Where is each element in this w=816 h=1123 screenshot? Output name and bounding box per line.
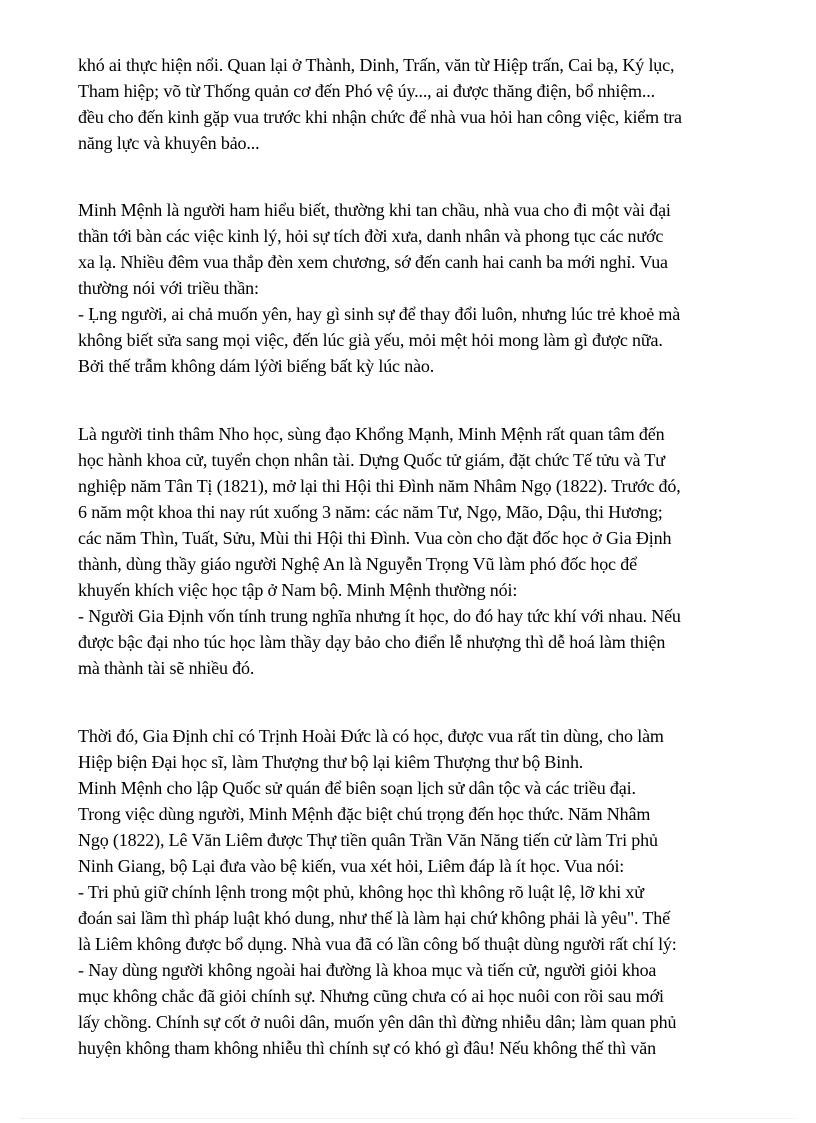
text-line: xa lạ. Nhiều đêm vua thắp đèn xem chương, sớ đến canh hai canh ba mới nghỉ. Vua [78,252,668,272]
text-line: - Người Gia Định vốn tính trung nghĩa nhưng ít học, do đó hay tức khí với nhau. Nếu [78,606,681,626]
text-line: khuyến khích việc học tập ở Nam bộ. Minh Mệnh thường nói: [78,580,518,600]
text-line: năng lực và khuyên bảo... [78,133,260,153]
text-line: Thời đó, Gia Định chỉ có Trịnh Hoài Đức là có học, được vua rất tin dùng, cho làm [78,726,664,746]
text-line: - Nay dùng người không ngoài hai đường là khoa mục và tiến cử, người giỏi khoa [78,960,657,980]
text-line: lấy chồng. Chính sự cốt ở nuôi dân, muốn yên dân thì đừng nhiễu dân; làm quan phủ [78,1012,677,1032]
text-line: Tham hiệp; võ từ Thống quản cơ đến Phó vệ úy..., ai được thăng điện, bổ nhiệm... [78,81,655,101]
text-line: - Ḷng người, ai chả muốn yên, hay gì sinh sự để thay đổi luôn, nhưng lúc trẻ khoẻ mà [78,304,681,324]
text-line: đều cho đến kinh gặp vua trước khi nhận chức để nhà vua hỏi han công việc, kiểm tra [78,107,682,127]
text-line: không biết sửa sang mọi việc, đến lúc già yếu, mỏi mệt hỏi mong làm gì được nữa. [78,330,663,350]
text-line: 6 năm một khoa thi nay rút xuống 3 năm: các năm Tư, Ngọ, Mão, Dậu, thi Hương; [78,502,663,522]
text-line: - Tri phủ giữ chính lệnh trong một phủ, không học thì không rõ luật lệ, lỡ khi xử [78,882,644,902]
text-line: Bởi thế trẫm không dám lýời biếng bất kỳ lúc nào. [78,356,435,376]
paragraph-confucian-education [78,421,758,681]
paragraph-minh-menh-learning [78,197,758,379]
text-line: thành, dùng thầy giáo người Nghệ An là Nguyễn Trọng Vũ làm phó đốc học để [78,554,637,574]
text-line: đoán sai lầm thì pháp luật khó dung, như thế là làm hại chứ không phải là yêu". Thế [78,908,670,928]
paragraph-choosing-officials [78,723,758,1061]
text-line: Hiệp biện Đại học sĩ, làm Thượng thư bộ lại kiêm Thượng thư bộ Binh. [78,752,584,772]
text-line: được bậc đại nho túc học làm thầy dạy bảo cho điển lễ nhượng thì dễ hoá làm thiện [78,632,666,652]
text-line: là Liêm không được bổ dụng. Nhà vua đã có lần công bố thuật dùng người rất chí lý: [78,934,677,954]
text-line: học hành khoa cử, tuyển chọn nhân tài. Dựng Quốc tử giám, đặt chức Tế tửu và Tư [78,450,665,470]
text-line: mục không chắc đã giỏi chính sự. Nhưng cũng chưa có ai học nuôi con rồi sau mới [78,986,664,1006]
text-line: Là người tinh thâm Nho học, sùng đạo Khổng Mạnh, Minh Mệnh rất quan tâm đến [78,424,665,444]
text-line: mà thành tài sẽ nhiều đó. [78,658,255,678]
text-line: thường nói với triều thần: [78,278,259,298]
text-line: huyện không tham không nhiễu thì chính sự có khó gì đâu! Nếu không thế thì văn [78,1038,656,1058]
text-line: Trong việc dùng người, Minh Mệnh đặc biệt chú trọng đến học thức. Năm Nhâm [78,804,651,824]
page-bottom-divider [20,1118,796,1119]
text-line: khó ai thực hiện nổi. Quan lại ở Thành, Dinh, Trấn, văn từ Hiệp trấn, Cai bạ, Ký lục, [78,55,675,75]
text-line: Minh Mệnh là người ham hiểu biết, thường khi tan chầu, nhà vua cho đi một vài đại [78,200,671,220]
text-line: các năm Thìn, Tuất, Sửu, Mùi thi Hội thi Đình. Vua còn cho đặt đốc học ở Gia Định [78,528,672,548]
text-line: Ninh Giang, bộ Lại đưa vào bệ kiến, vua xét hỏi, Liêm đáp là ít học. Vua nói: [78,856,625,876]
text-line: Ngọ (1822), Lê Văn Liêm được Thự tiền quân Trần Văn Năng tiến cử làm Tri phủ [78,830,658,850]
paragraph-officials-audience [78,52,758,156]
text-line: Minh Mệnh cho lập Quốc sử quán để biên soạn lịch sử dân tộc và các triều đại. [78,778,636,798]
text-line: nghiệp năm Tân Tị (1821), mở lại thi Hội thi Đình năm Nhâm Ngọ (1822). Trước đó, [78,476,681,496]
text-line: thần tới bàn các việc kinh lý, hỏi sự tích đời xưa, danh nhân và phong tục các nước [78,226,664,246]
